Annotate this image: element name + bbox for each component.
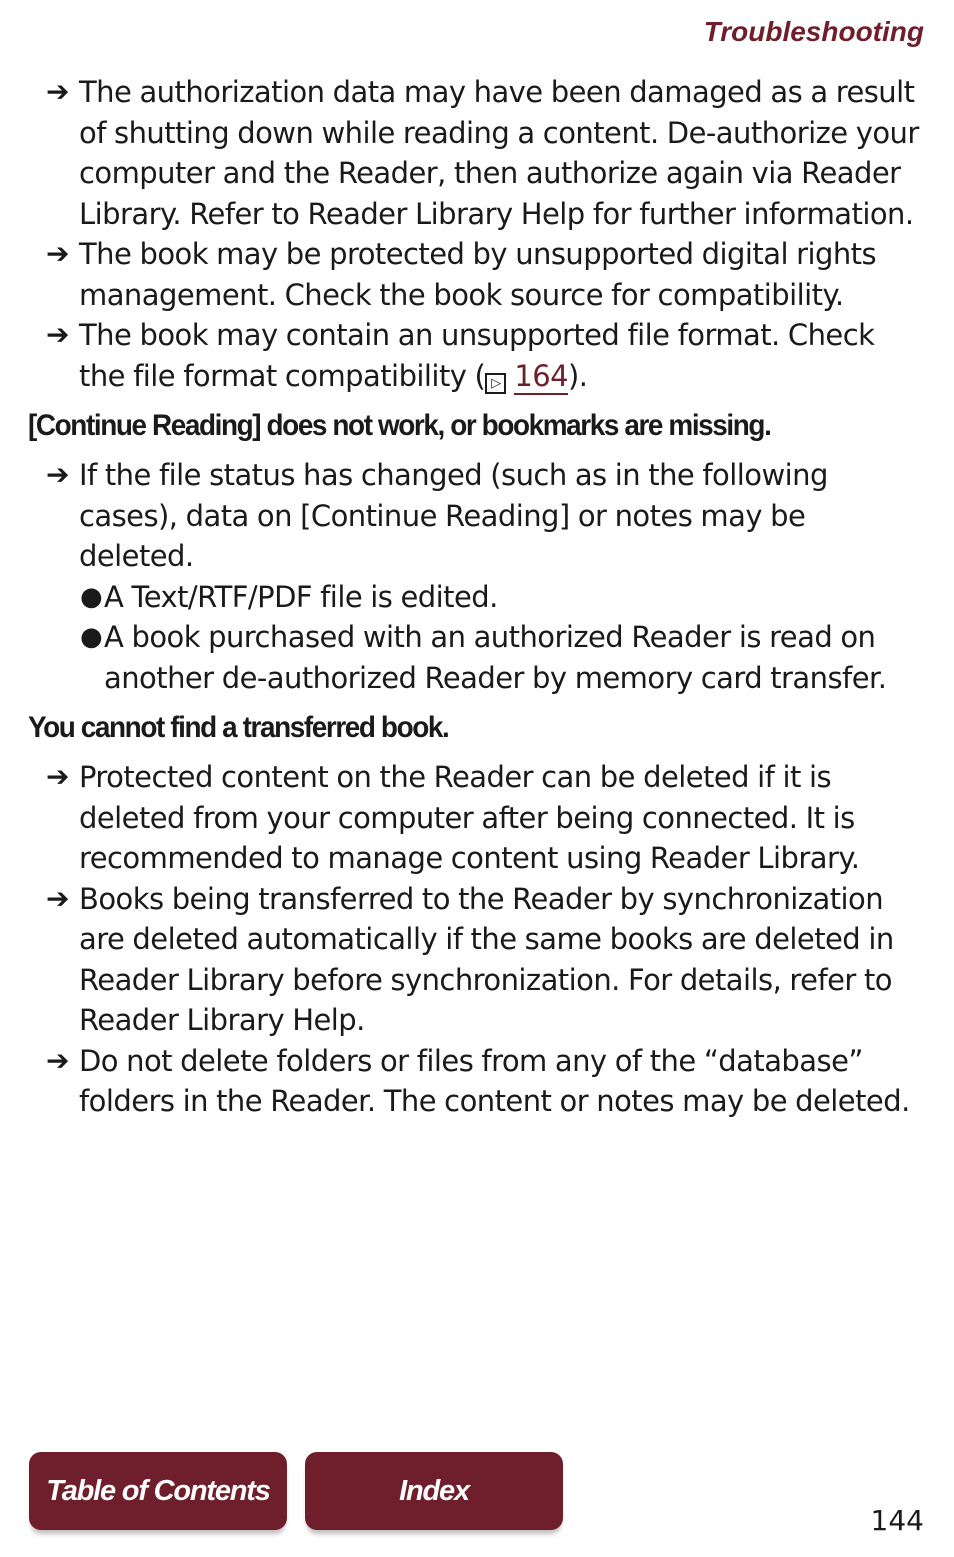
arrow-icon: ➔ — [46, 760, 69, 793]
solution-item — [28, 879, 928, 1041]
bullet-icon: ● — [80, 622, 103, 652]
bullet-icon: ● — [80, 581, 103, 612]
solution-text: The book may contain an unsupported file format. Check the file format compatibility ( — [79, 318, 875, 393]
arrow-icon: ➔ — [46, 1043, 69, 1077]
bullet-text: A Text/RTF/PDF file is edited. — [104, 579, 498, 614]
table-of-contents-label: Table of Contents — [46, 1474, 270, 1507]
solution-item — [28, 315, 928, 396]
solution-item — [28, 1041, 928, 1122]
bullet-item — [79, 617, 928, 698]
page-reference-link[interactable]: 164 — [514, 358, 569, 393]
page-reference[interactable] — [485, 359, 568, 393]
page-number: 144 — [870, 1504, 924, 1537]
bullet-text: A book purchased with an authorized Reader is read on another de-authorized Reader by memory card transfer. — [104, 620, 887, 695]
arrow-icon: ➔ — [46, 237, 69, 270]
solution-text: Books being transferred to the Reader by synchronization are deleted automatically if the same books are deleted in Reader Library before synchronization. For details, refer to Reader Library Help. — [79, 881, 894, 1037]
section-heading-continue-reading: [Continue Reading] does not work, or bookmarks are missing. — [28, 409, 771, 442]
solution-text: Do not delete folders or files from any of the “database” folders in the Reader. The content or notes may be deleted. — [79, 1043, 910, 1118]
section-heading-transferred-book: You cannot find a transferred book. — [28, 711, 449, 744]
arrow-icon: ➔ — [46, 458, 69, 491]
solution-text: The authorization data may have been damaged as a result of shutting down while reading a content. De-authorize your computer and the Reader, then authorize again via Reader Library. Refer to Reader Library Help for further information. — [79, 75, 919, 231]
solution-text: If the file status has changed (such as in the following cases), data on [Continue Reading] or notes may be deleted. — [79, 458, 828, 573]
index-button[interactable] — [305, 1452, 563, 1530]
bullet-item — [79, 577, 928, 618]
table-of-contents-button[interactable] — [29, 1452, 287, 1530]
arrow-icon: ➔ — [46, 318, 69, 351]
index-label: Index — [399, 1474, 469, 1507]
solution-item — [28, 455, 928, 698]
solution-item — [28, 757, 928, 879]
section-title: Troubleshooting — [703, 16, 924, 47]
reference-suffix: ). — [568, 358, 588, 393]
page-content — [28, 72, 928, 1122]
solution-text: Protected content on the Reader can be deleted if it is deleted from your computer after being connected. It is recommended to manage content using Reader Library. — [79, 760, 860, 875]
solution-item — [28, 234, 928, 315]
arrow-icon: ➔ — [46, 75, 69, 108]
solution-text: The book may be protected by unsupported digital rights management. Check the book source for compatibility. — [79, 237, 877, 312]
solution-item — [28, 72, 928, 234]
arrow-icon: ➔ — [46, 881, 69, 915]
page-reference-icon: ▷ — [485, 373, 506, 394]
